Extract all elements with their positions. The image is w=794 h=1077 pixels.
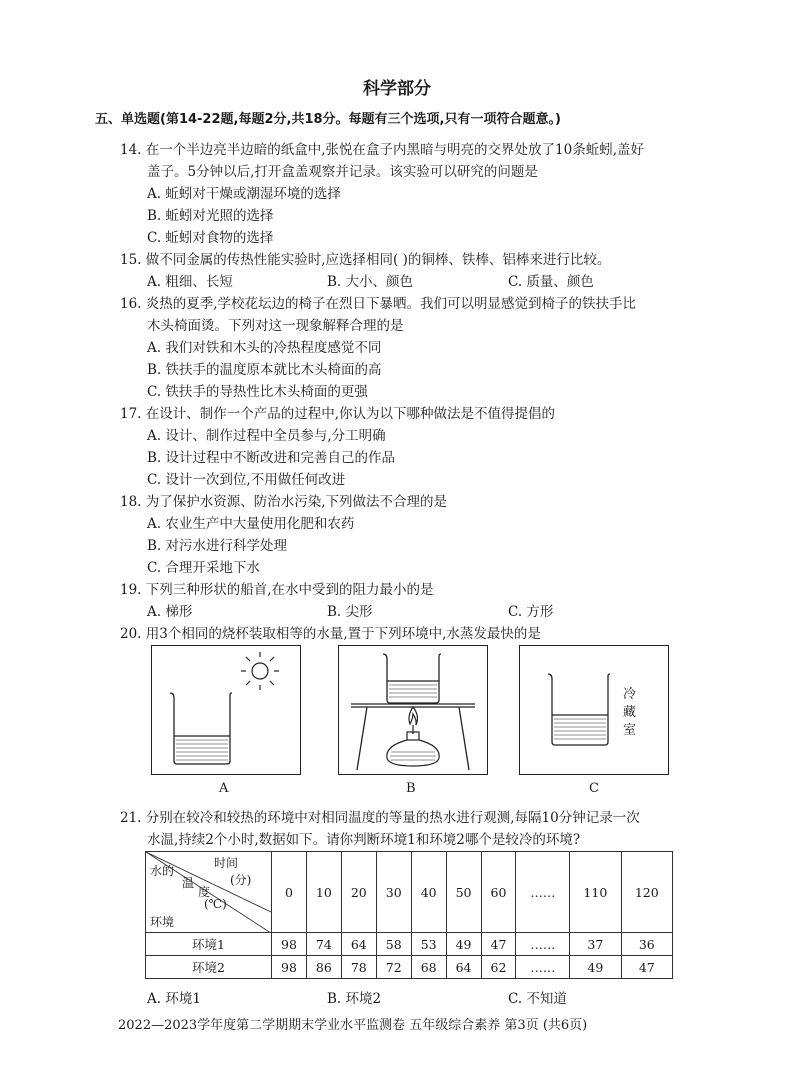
corner-temp-unit: (℃) — [204, 897, 227, 911]
q21-option-b: B. 环境2 — [327, 991, 382, 1007]
q19-option-b: B. 尖形 — [327, 604, 373, 620]
q18-line1: 18. 为了保护水资源、防治水污染,下列做法不合理的是 — [120, 494, 448, 510]
time-header-cell: 120 — [621, 852, 672, 933]
q21-line2: 水温,持续2个小时,数据如下。请你判断环境1和环境2哪个是较冷的环境? — [147, 832, 581, 848]
q18-option-a: A. 农业生产中大量使用化肥和农药 — [147, 516, 355, 532]
time-header-cell: 20 — [341, 852, 376, 933]
table-corner-cell — [146, 852, 272, 933]
q19-line1: 19. 下列三种形状的船首,在水中受到的阻力最小的是 — [120, 582, 434, 598]
q16-option-b: B. 铁扶手的温度原本就比木头椅面的高 — [147, 362, 382, 378]
q21-option-c: C. 不知道 — [508, 991, 567, 1007]
temperature-table — [145, 851, 673, 979]
q16-line2: 木头椅面烫。下列对这一现象解释合理的是 — [147, 318, 404, 334]
table-cell: 86 — [306, 956, 341, 979]
table-cell: 74 — [306, 933, 341, 956]
table-cell: 49 — [570, 956, 621, 979]
q17-option-c: C. 设计一次到位,不用做任何改进 — [147, 472, 346, 488]
corner-water: 水的 — [150, 864, 175, 878]
q17-option-b: B. 设计过程中不断改进和完善自己的作品 — [147, 450, 396, 466]
table-cell: 64 — [446, 956, 481, 979]
figure-a-drawing — [152, 646, 300, 774]
figure-c-drawing — [520, 646, 668, 774]
figure-c-fridge — [519, 645, 669, 775]
beaker-icon — [170, 693, 232, 764]
q19-option-a: A. 梯形 — [147, 604, 193, 620]
corner-temp-1: 温 — [182, 876, 195, 890]
q14-option-c: C. 蚯蚓对食物的选择 — [147, 230, 274, 246]
table-cell: 49 — [446, 933, 481, 956]
row-name-cell: 环境2 — [146, 956, 272, 979]
time-header-cell: 0 — [272, 852, 307, 933]
sun-icon — [241, 652, 279, 690]
table-cell: 36 — [621, 933, 672, 956]
q20-line1: 20. 用3个相同的烧杯装取相等的水量,置于下列环境中,水蒸发最快的是 — [120, 626, 541, 642]
figure-a-label: A — [219, 781, 229, 796]
q15-option-a: A. 粗细、长短 — [147, 274, 233, 290]
table-cell: 72 — [376, 956, 411, 979]
table-cell: 62 — [481, 956, 516, 979]
q14-line1: 14. 在一个半边亮半边暗的纸盒中,张悦在盒子内黑暗与明亮的交界处放了10条蚯蚓,盖好 — [120, 142, 645, 158]
time-header-cell: 10 — [306, 852, 341, 933]
figure-b-label: B — [406, 781, 416, 796]
beaker-icon — [383, 654, 441, 703]
q16-line1: 16. 炎热的夏季,学校花坛边的椅子在烈日下暴晒。我们可以明显感觉到椅子的铁扶手比 — [120, 296, 637, 312]
table-cell: 68 — [411, 956, 446, 979]
q21-option-a: A. 环境1 — [147, 991, 201, 1007]
figure-b-heating — [338, 645, 488, 775]
alcohol-lamp-icon — [387, 707, 439, 766]
time-header-cell: 40 — [411, 852, 446, 933]
q14-line2: 盖子。5分钟以后,打开盒盖观察并记录。该实验可以研究的问题是 — [147, 164, 538, 180]
figure-c-label: C — [589, 781, 599, 796]
time-header-cell: 60 — [481, 852, 516, 933]
table-cell: …… — [516, 933, 570, 956]
time-header-cell: …… — [516, 852, 570, 933]
figure-a-sunlight — [151, 645, 301, 775]
table-cell: 53 — [411, 933, 446, 956]
row-name-cell: 环境1 — [146, 933, 272, 956]
q16-option-a: A. 我们对铁和木头的冷热程度感觉不同 — [147, 340, 382, 356]
corner-env: 环境 — [150, 915, 175, 929]
fridge-text: 冷藏室 — [623, 687, 637, 738]
table-cell: 58 — [376, 933, 411, 956]
table-cell: 47 — [621, 956, 672, 979]
q14-option-b: B. 蚯蚓对光照的选择 — [147, 208, 274, 224]
time-header-cell: 50 — [446, 852, 481, 933]
q19-option-c: C. 方形 — [508, 604, 554, 620]
corner-temp-2: 度 — [198, 885, 211, 899]
q18-option-c: C. 合理开采地下水 — [147, 560, 260, 576]
time-header-cell: 110 — [570, 852, 621, 933]
q17-option-a: A. 设计、制作过程中全员参与,分工明确 — [147, 428, 386, 444]
figure-b-drawing — [339, 646, 487, 774]
q15-line1: 15. 做不同金属的传热性能实验时,应选择相同( )的铜棒、铁棒、铝棒来进行比较。 — [120, 252, 611, 268]
table-row — [146, 933, 673, 956]
q18-option-b: B. 对污水进行科学处理 — [147, 538, 288, 554]
q17-line1: 17. 在设计、制作一个产品的过程中,你认为以下哪种做法是不值得提倡的 — [120, 406, 556, 422]
table-cell: 47 — [481, 933, 516, 956]
table-header-row — [146, 852, 673, 933]
q16-option-c: C. 铁扶手的导热性比木头椅面的更强 — [147, 384, 368, 400]
page-footer: 2022—2023学年度第二学期期末学业水平监测卷 五年级综合素养 第3页 (共6页) — [118, 1018, 588, 1033]
q14-option-a: A. 蚯蚓对干燥或潮湿环境的选择 — [147, 186, 341, 202]
table-row — [146, 956, 673, 979]
q15-option-b: B. 大小、颜色 — [327, 274, 414, 290]
table-cell: 98 — [272, 933, 307, 956]
time-header-cell: 30 — [376, 852, 411, 933]
table-cell: 37 — [570, 933, 621, 956]
q21-line1: 21. 分别在较冷和较热的环境中对相同温度的等量的热水进行观测,每隔10分钟记录一次 — [120, 810, 640, 826]
section-heading: 五、单选题(第14-22题,每题2分,共18分。每题有三个选项,只有一项符合题意。) — [95, 112, 561, 127]
table-cell: 78 — [341, 956, 376, 979]
table-cell: …… — [516, 956, 570, 979]
table-cell: 98 — [272, 956, 307, 979]
beaker-icon — [548, 674, 610, 745]
page-title: 科学部分 — [363, 79, 431, 99]
corner-time: 时间 — [214, 856, 239, 870]
table-cell: 64 — [341, 933, 376, 956]
q15-option-c: C. 质量、颜色 — [508, 274, 594, 290]
corner-time-unit: (分) — [230, 873, 252, 887]
